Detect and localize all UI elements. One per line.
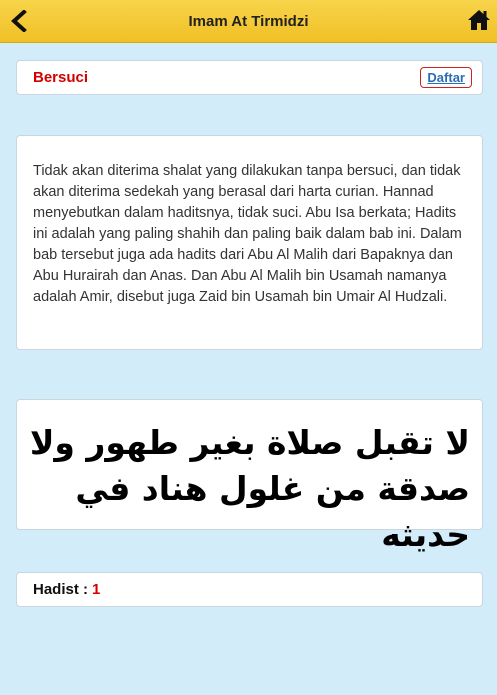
chapter-title: Bersuci: [33, 69, 89, 86]
app-title: Imam At Tirmidzi: [188, 13, 309, 30]
hadist-label: [33, 573, 100, 606]
hadist-number-card: [16, 572, 483, 607]
arabic-text: لا تقبل صلاة بغير طهور ولا صدقة من غلول هناد في حديثه: [29, 423, 470, 554]
translation-text: Tidak akan diterima shalat yang dilakukan tanpa bersuci, dan tidak akan diterima sedekah yang berasal dari harta curian. Hannad menyebutkan dalam haditsnya, tidak suci. Abu Isa berkata; Hadits ini adalah yang paling shahih dan paling baik dalam bab ini. Dalam bab tersebut juga ada hadits dari Abu Al Malih dari Bapaknya dan Abu Hurairah dan Anas. Dan Abu Al Malih bin Usamah namanya adalah Amir, disebut juga Zaid bin Usamah bin Umair Al Hudzali.: [33, 163, 462, 305]
chapter-header-card: [16, 60, 483, 95]
home-icon: [467, 8, 491, 32]
translation-card: [16, 135, 483, 350]
home-button[interactable]: [465, 6, 493, 34]
daftar-button[interactable]: Daftar: [420, 67, 472, 88]
hadist-number: 1: [92, 581, 101, 598]
top-app-bar: [0, 0, 497, 43]
hadist-label-text: Hadist :: [33, 581, 89, 598]
arabic-text-card: [16, 399, 483, 554]
